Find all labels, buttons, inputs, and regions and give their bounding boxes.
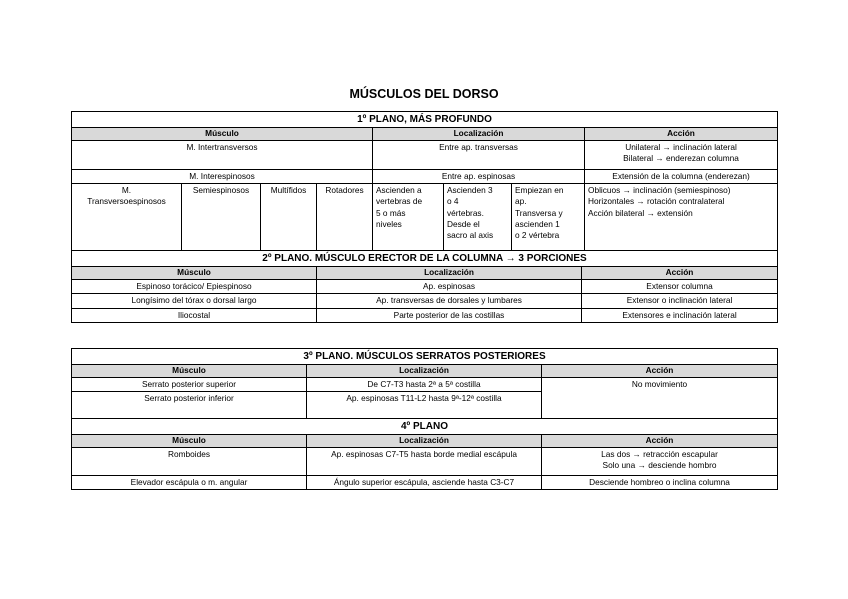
location-cell: Entre ap. transversas xyxy=(373,141,585,170)
action-cell: Extensión de la columna (enderezan) xyxy=(585,170,778,184)
location-cell: Parte posterior de las costillas xyxy=(317,308,582,322)
plane1-heading: 1º PLANO, MÁS PROFUNDO xyxy=(72,112,778,128)
plane4-header-location: Localización xyxy=(307,435,542,448)
table-row xyxy=(72,378,778,392)
table-row xyxy=(72,280,778,294)
plane2-header-action: Acción xyxy=(582,267,778,280)
action-cell: Extensor o inclinación lateral xyxy=(582,294,778,308)
location-cell: Empiezan en ap. Transversa y ascienden 1 o 2 vértebra xyxy=(512,184,585,251)
location-cell: Ascienden 3 o 4 vértebras. Desde el sacro al axis xyxy=(444,184,512,251)
plane3-heading: 3º PLANO. MÚSCULOS SERRATOS POSTERIORES xyxy=(72,349,778,365)
action-cell: Extensores e inclinación lateral xyxy=(582,308,778,322)
muscle-cell: Iliocostal xyxy=(72,308,317,322)
action-cell: Las dos → retracción escapular Solo una → desciende hombro xyxy=(542,448,778,476)
muscle-cell: Elevador escápula o m. angular xyxy=(72,476,307,490)
action-cell: Unilateral → inclinación lateral Bilateral → enderezan columna xyxy=(585,141,778,170)
table-row xyxy=(72,308,778,322)
action-cell: Extensor columna xyxy=(582,280,778,294)
page-title: MÚSCULOS DEL DORSO xyxy=(349,87,499,101)
location-cell: Ascienden a vertebras de 5 o más niveles xyxy=(373,184,444,251)
muscle-cell: Espinoso torácico/ Epiespinoso xyxy=(72,280,317,294)
table-planes-1-2 xyxy=(71,111,778,323)
muscle-cell: Serrato posterior inferior xyxy=(72,392,307,419)
plane3-header-muscle: Músculo xyxy=(72,365,307,378)
location-cell: Ap. espinosas C7-T5 hasta borde medial escápula xyxy=(307,448,542,476)
submuscle-cell: Semiespinosos xyxy=(182,184,261,251)
table-row xyxy=(72,448,778,476)
plane4-heading: 4º PLANO xyxy=(72,419,778,435)
location-cell: Ap. espinosas T11-L2 hasta 9ª-12ª costilla xyxy=(307,392,542,419)
table-row xyxy=(72,476,778,490)
location-cell: Ángulo superior escápula, asciende hasta C3-C7 xyxy=(307,476,542,490)
plane1-header-muscle: Músculo xyxy=(72,128,373,141)
plane3-header-location: Localización xyxy=(307,365,542,378)
plane2-heading: 2º PLANO. MÚSCULO ERECTOR DE LA COLUMNA → 3 PORCIONES xyxy=(72,251,778,267)
plane2-header-location: Localización xyxy=(317,267,582,280)
muscle-cell: Longísimo del tórax o dorsal largo xyxy=(72,294,317,308)
location-cell: Ap. espinosas xyxy=(317,280,582,294)
action-cell: No movimiento xyxy=(542,378,778,419)
table-planes-3-4 xyxy=(71,348,778,490)
action-cell: Desciende hombreo o inclina columna xyxy=(542,476,778,490)
plane1-header-location: Localización xyxy=(373,128,585,141)
table-row xyxy=(72,184,778,251)
muscle-cell: M. Transversoespinosos xyxy=(72,184,182,251)
submuscle-cell: Rotadores xyxy=(317,184,373,251)
plane4-header-muscle: Músculo xyxy=(72,435,307,448)
submuscle-cell: Multífidos xyxy=(261,184,317,251)
action-cell: Oblicuos → inclinación (semiespinoso) Horizontales → rotación contralateral Acción bilateral → extensión xyxy=(585,184,778,251)
muscle-cell: Serrato posterior superior xyxy=(72,378,307,392)
location-cell: Ap. transversas de dorsales y lumbares xyxy=(317,294,582,308)
location-cell: De C7-T3 hasta 2ª a 5ª costilla xyxy=(307,378,542,392)
plane4-header-action: Acción xyxy=(542,435,778,448)
plane3-header-action: Acción xyxy=(542,365,778,378)
location-cell: Entre ap. espinosas xyxy=(373,170,585,184)
muscle-cell: M. Interespinosos xyxy=(72,170,373,184)
table-row xyxy=(72,294,778,308)
muscle-cell: Romboides xyxy=(72,448,307,476)
plane2-header-muscle: Músculo xyxy=(72,267,317,280)
table-row xyxy=(72,141,778,170)
muscle-cell: M. Intertransversos xyxy=(72,141,373,170)
table-row xyxy=(72,170,778,184)
plane1-header-action: Acción xyxy=(585,128,778,141)
